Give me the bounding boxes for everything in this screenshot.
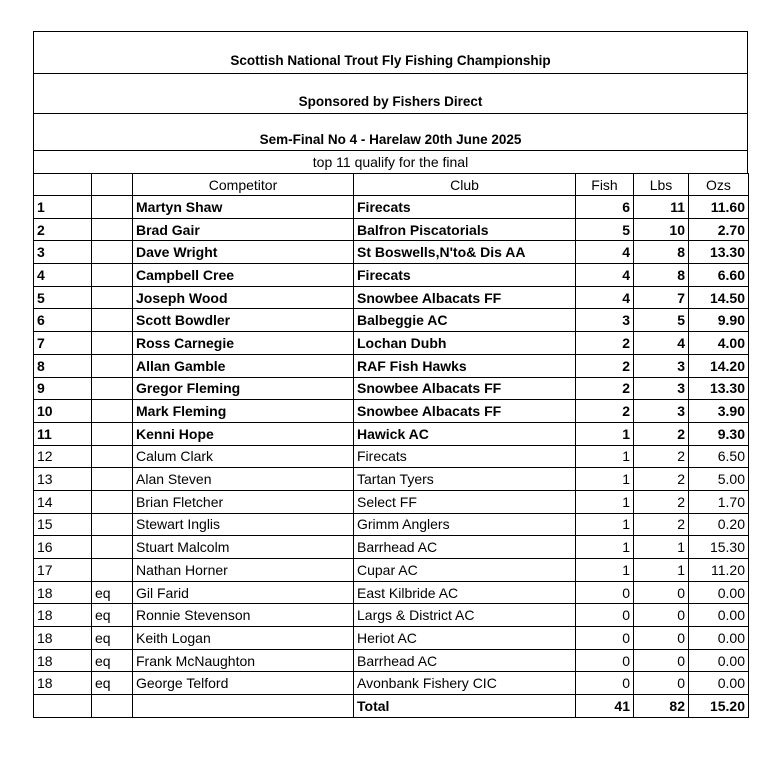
position-cell: 15 [34, 513, 92, 536]
club-name: Cupar AC [354, 559, 576, 582]
club-name: Snowbee Albacats FF [354, 377, 576, 400]
eq-cell [92, 559, 133, 582]
col-header-lbs: Lbs [634, 174, 689, 196]
position-cell: 14 [34, 490, 92, 513]
competitor-name: Dave Wright [133, 241, 354, 264]
position-cell: 5 [34, 286, 92, 309]
position-cell: 18 [34, 627, 92, 650]
competitor-name: Nathan Horner [133, 559, 354, 582]
eq-cell [92, 468, 133, 491]
club-name: Largs & District AC [354, 604, 576, 627]
club-name: Avonbank Fishery CIC [354, 672, 576, 695]
eq-cell [92, 264, 133, 287]
table-row [34, 468, 749, 491]
col-header-eq [92, 174, 133, 196]
lbs-value: 5 [634, 309, 689, 332]
table-row [34, 196, 749, 219]
position-cell: 16 [34, 536, 92, 559]
position-cell: 3 [34, 241, 92, 264]
position-cell: 10 [34, 400, 92, 423]
club-name: Heriot AC [354, 627, 576, 650]
ozs-value: 6.60 [689, 264, 749, 287]
results-body [34, 174, 749, 695]
fish-count: 4 [576, 241, 634, 264]
club-name: Snowbee Albacats FF [354, 286, 576, 309]
club-name: Tartan Tyers [354, 468, 576, 491]
eq-cell [92, 241, 133, 264]
lbs-value: 3 [634, 377, 689, 400]
fish-count: 0 [576, 604, 634, 627]
lbs-value: 2 [634, 490, 689, 513]
column-header-row [34, 174, 749, 196]
lbs-value: 2 [634, 422, 689, 445]
competitor-name: Stuart Malcolm [133, 536, 354, 559]
fish-count: 1 [576, 445, 634, 468]
table-row [34, 627, 749, 650]
lbs-value: 3 [634, 354, 689, 377]
competitor-name: Campbell Cree [133, 264, 354, 287]
eq-cell [92, 286, 133, 309]
col-header-position [34, 174, 92, 196]
position-cell: 12 [34, 445, 92, 468]
competitor-name: Brian Fletcher [133, 490, 354, 513]
position-cell: 8 [34, 354, 92, 377]
club-name: Lochan Dubh [354, 332, 576, 355]
table-row [34, 536, 749, 559]
lbs-value: 0 [634, 649, 689, 672]
position-cell: 1 [34, 196, 92, 219]
competitor-name: Frank McNaughton [133, 649, 354, 672]
club-name: Select FF [354, 490, 576, 513]
eq-cell [92, 196, 133, 219]
eq-cell [92, 400, 133, 423]
club-name: Firecats [354, 445, 576, 468]
eq-cell [92, 490, 133, 513]
table-row [34, 218, 749, 241]
position-cell: 13 [34, 468, 92, 491]
table-row [34, 581, 749, 604]
club-name: RAF Fish Hawks [354, 354, 576, 377]
eq-cell: eq [92, 672, 133, 695]
fish-count: 1 [576, 422, 634, 445]
eq-cell: eq [92, 649, 133, 672]
position-cell: 18 [34, 581, 92, 604]
competitor-name: Allan Gamble [133, 354, 354, 377]
ozs-value: 0.00 [689, 627, 749, 650]
club-name: Barrhead AC [354, 649, 576, 672]
competitor-name: Mark Fleming [133, 400, 354, 423]
fish-count: 4 [576, 264, 634, 287]
fish-count: 2 [576, 332, 634, 355]
competitor-name: George Telford [133, 672, 354, 695]
eq-cell [92, 332, 133, 355]
total-competitor-cell [133, 695, 354, 718]
position-cell: 7 [34, 332, 92, 355]
competitor-name: Keith Logan [133, 627, 354, 650]
championship-title: Scottish National Trout Fly Fishing Championship [230, 53, 551, 68]
fish-count: 0 [576, 627, 634, 650]
table-row [34, 309, 749, 332]
ozs-value: 0.00 [689, 672, 749, 695]
total-lbs: 82 [634, 695, 689, 718]
position-cell: 4 [34, 264, 92, 287]
lbs-value: 10 [634, 218, 689, 241]
competitor-name: Gregor Fleming [133, 377, 354, 400]
competitor-name: Ronnie Stevenson [133, 604, 354, 627]
lbs-value: 2 [634, 445, 689, 468]
club-name: Firecats [354, 264, 576, 287]
event-row [33, 113, 748, 150]
lbs-value: 1 [634, 536, 689, 559]
total-pos-cell [34, 695, 92, 718]
ozs-value: 3.90 [689, 400, 749, 423]
club-name: Balfron Piscatorials [354, 218, 576, 241]
fish-count: 5 [576, 218, 634, 241]
ozs-value: 6.50 [689, 445, 749, 468]
total-label: Total [354, 695, 576, 718]
club-name: Firecats [354, 196, 576, 219]
fish-count: 2 [576, 400, 634, 423]
club-name: St Boswells,N'to& Dis AA [354, 241, 576, 264]
position-cell: 18 [34, 604, 92, 627]
lbs-value: 0 [634, 581, 689, 604]
club-name: Snowbee Albacats FF [354, 400, 576, 423]
eq-cell [92, 513, 133, 536]
competitor-name: Scott Bowdler [133, 309, 354, 332]
club-name: Barrhead AC [354, 536, 576, 559]
competitor-name: Martyn Shaw [133, 196, 354, 219]
competitor-name: Brad Gair [133, 218, 354, 241]
col-header-club: Club [354, 174, 576, 196]
ozs-value: 13.30 [689, 377, 749, 400]
competitor-name: Alan Steven [133, 468, 354, 491]
competitor-name: Ross Carnegie [133, 332, 354, 355]
eq-cell [92, 354, 133, 377]
col-header-fish: Fish [576, 174, 634, 196]
table-row [34, 490, 749, 513]
position-cell: 18 [34, 672, 92, 695]
fish-count: 2 [576, 354, 634, 377]
table-row [34, 241, 749, 264]
championship-title-row [33, 31, 748, 73]
total-eq-cell [92, 695, 133, 718]
position-cell: 18 [34, 649, 92, 672]
table-row [34, 559, 749, 582]
eq-cell: eq [92, 604, 133, 627]
col-header-competitor: Competitor [133, 174, 354, 196]
table-row [34, 513, 749, 536]
lbs-value: 3 [634, 400, 689, 423]
qualify-note-row [33, 150, 748, 173]
ozs-value: 14.50 [689, 286, 749, 309]
lbs-value: 2 [634, 468, 689, 491]
eq-cell: eq [92, 581, 133, 604]
ozs-value: 0.20 [689, 513, 749, 536]
event-title: Sem-Final No 4 - Harelaw 20th June 2025 [259, 132, 522, 147]
ozs-value: 0.00 [689, 649, 749, 672]
fish-count: 4 [576, 286, 634, 309]
lbs-value: 8 [634, 264, 689, 287]
fish-count: 2 [576, 377, 634, 400]
eq-cell [92, 377, 133, 400]
eq-cell [92, 536, 133, 559]
eq-cell [92, 309, 133, 332]
fish-count: 1 [576, 536, 634, 559]
table-row [34, 286, 749, 309]
competitor-name: Joseph Wood [133, 286, 354, 309]
competitor-name: Gil Farid [133, 581, 354, 604]
position-cell: 17 [34, 559, 92, 582]
lbs-value: 0 [634, 627, 689, 650]
competitor-name: Stewart Inglis [133, 513, 354, 536]
fish-count: 1 [576, 468, 634, 491]
sponsor-row [33, 73, 748, 113]
fish-count: 0 [576, 581, 634, 604]
club-name: Hawick AC [354, 422, 576, 445]
eq-cell [92, 445, 133, 468]
club-name: Balbeggie AC [354, 309, 576, 332]
table-row [34, 332, 749, 355]
ozs-value: 11.20 [689, 559, 749, 582]
lbs-value: 11 [634, 196, 689, 219]
fish-count: 1 [576, 513, 634, 536]
ozs-value: 2.70 [689, 218, 749, 241]
eq-cell [92, 218, 133, 241]
ozs-value: 13.30 [689, 241, 749, 264]
results-sheet [33, 31, 748, 718]
competitor-name: Kenni Hope [133, 422, 354, 445]
table-row [34, 422, 749, 445]
ozs-value: 9.90 [689, 309, 749, 332]
fish-count: 1 [576, 490, 634, 513]
qualify-note: top 11 qualify for the final [312, 154, 469, 170]
ozs-value: 14.20 [689, 354, 749, 377]
ozs-value: 15.30 [689, 536, 749, 559]
table-row [34, 400, 749, 423]
lbs-value: 1 [634, 559, 689, 582]
ozs-value: 9.30 [689, 422, 749, 445]
lbs-value: 0 [634, 604, 689, 627]
table-row [34, 354, 749, 377]
position-cell: 6 [34, 309, 92, 332]
club-name: Grimm Anglers [354, 513, 576, 536]
competitor-name: Calum Clark [133, 445, 354, 468]
eq-cell: eq [92, 627, 133, 650]
ozs-value: 1.70 [689, 490, 749, 513]
position-cell: 2 [34, 218, 92, 241]
table-row [34, 264, 749, 287]
ozs-value: 11.60 [689, 196, 749, 219]
eq-cell [92, 422, 133, 445]
fish-count: 3 [576, 309, 634, 332]
fish-count: 1 [576, 559, 634, 582]
position-cell: 9 [34, 377, 92, 400]
sponsor-line: Sponsored by Fishers Direct [298, 94, 483, 109]
ozs-value: 4.00 [689, 332, 749, 355]
lbs-value: 4 [634, 332, 689, 355]
total-fish: 41 [576, 695, 634, 718]
ozs-value: 5.00 [689, 468, 749, 491]
lbs-value: 7 [634, 286, 689, 309]
position-cell: 11 [34, 422, 92, 445]
club-name: East Kilbride AC [354, 581, 576, 604]
table-row [34, 377, 749, 400]
total-row [34, 695, 749, 718]
total-ozs: 15.20 [689, 695, 749, 718]
table-row [34, 672, 749, 695]
fish-count: 0 [576, 672, 634, 695]
lbs-value: 0 [634, 672, 689, 695]
ozs-value: 0.00 [689, 581, 749, 604]
col-header-ozs: Ozs [689, 174, 749, 196]
fish-count: 6 [576, 196, 634, 219]
lbs-value: 8 [634, 241, 689, 264]
table-row [34, 445, 749, 468]
lbs-value: 2 [634, 513, 689, 536]
fish-count: 0 [576, 649, 634, 672]
table-row [34, 604, 749, 627]
ozs-value: 0.00 [689, 604, 749, 627]
table-row [34, 649, 749, 672]
results-table [33, 173, 749, 718]
